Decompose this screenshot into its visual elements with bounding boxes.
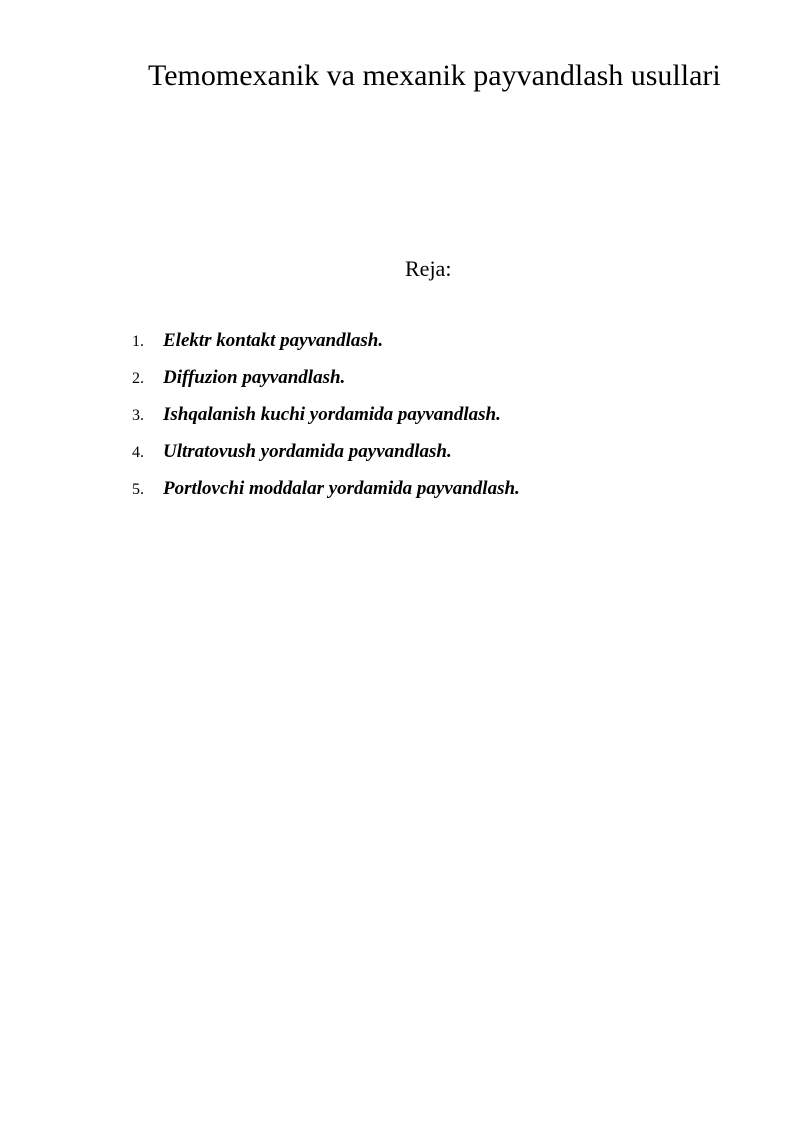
list-item-number: 4. bbox=[132, 444, 144, 461]
plan-list bbox=[132, 326, 520, 511]
list-item-text: Diffuzion payvandlash. bbox=[163, 367, 346, 388]
list-item-number: 2. bbox=[132, 370, 144, 387]
list-item-number: 5. bbox=[132, 481, 144, 498]
list-item bbox=[132, 326, 520, 363]
list-item bbox=[132, 474, 520, 511]
list-item bbox=[132, 400, 520, 437]
plan-heading: Reja: bbox=[405, 256, 452, 281]
page-title: Temomexanik va mexanik payvandlash usullari bbox=[148, 59, 721, 92]
list-item-number: 3. bbox=[132, 407, 144, 424]
title-container bbox=[0, 56, 800, 96]
list-item-number: 1. bbox=[132, 333, 144, 350]
plan-heading-container bbox=[405, 254, 451, 284]
list-item-text: Portlovchi moddalar yordamida payvandlash. bbox=[163, 478, 520, 499]
list-item bbox=[132, 437, 520, 474]
list-item-text: Ishqalanish kuchi yordamida payvandlash. bbox=[163, 404, 501, 425]
list-item-text: Elektr kontakt payvandlash. bbox=[163, 330, 384, 351]
list-item bbox=[132, 363, 520, 400]
list-item-text: Ultratovush yordamida payvandlash. bbox=[163, 441, 452, 462]
